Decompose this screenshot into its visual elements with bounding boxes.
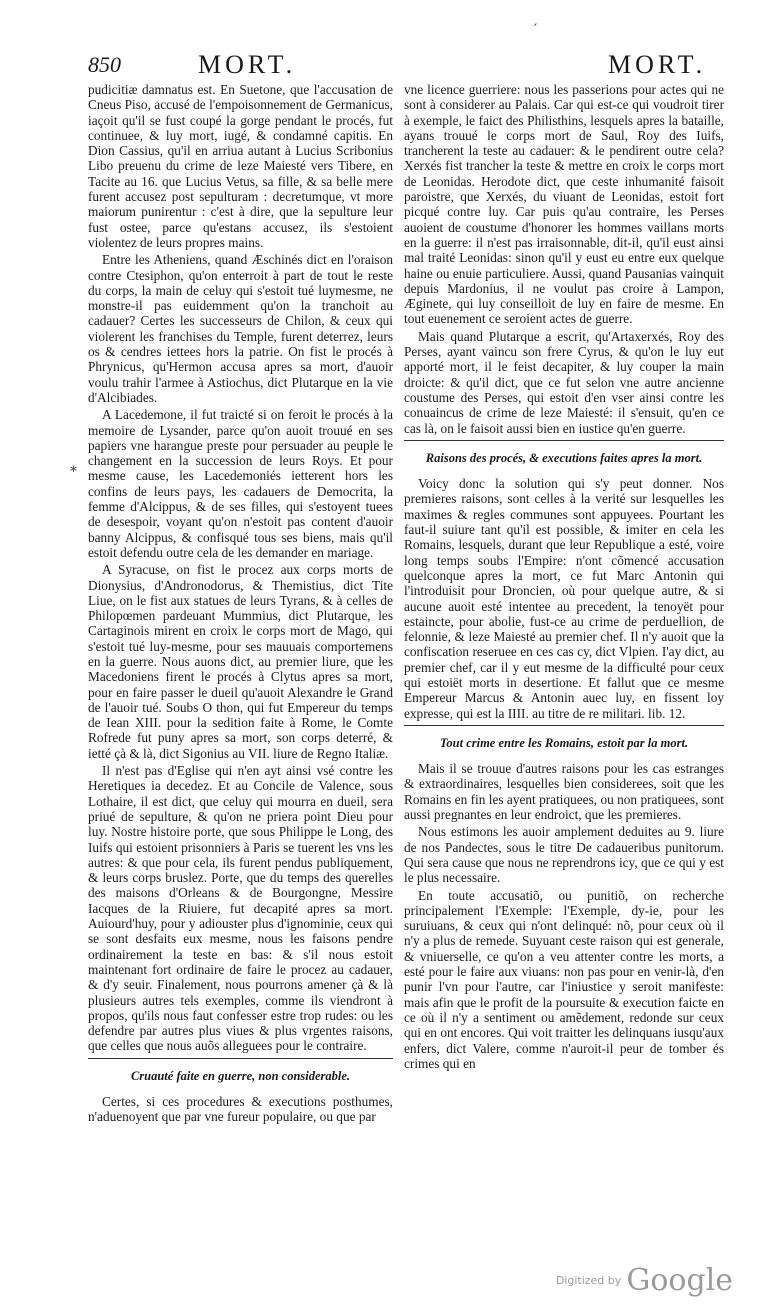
stray-mark: ′ (534, 22, 538, 38)
section-divider (404, 725, 724, 726)
left-column (88, 82, 393, 1127)
right-paragraph-2: Mais quand Plutarque a escrit, qu'Artaxerxés, Roy des Perses, ayant vaincu son frere Cyrus, & qu'on le luy eut apporté mort, il le feist decapiter, & luy couper la main droicte: & qu'il dict, que ce fut selon vne autre ancienne coustume des Perses, qui estoit d'en vser ainsi contre les conuaincus de crime de leze Maiesté: il s'ensuit, qu'en ce cas là, on le faisoit aussi bien en iustice qu'en guerre. (404, 328, 724, 436)
watermark-prefix: Digitized by (555, 1274, 622, 1287)
left-paragraph-2: Entre les Atheniens, quand Æschinés dict en l'oraison contre Ctesiphon, qu'on enterroit à part de tout le reste du corps, la main de celuy qui s'estoit tué luymesme, ne monstre-il pas euidemment qu'on la tranchoit au cadauer? Certes les successeurs de Chilon, & ceux qui violerent les franchises du Temple, furent deterrez, leurs os & cendres iettees hors la patrie. On fist le procés à Phrynicus, qu'Hermon accusa apres sa mort, d'auoir voulu trahir l'armee à Astiochus, dict Plutarque en la vie d'Alcibiades. (88, 252, 393, 405)
page-number: 850 (88, 52, 121, 77)
left-paragraph-3: A Lacedemone, il fut traicté si on feroit le procés à la memoire de Lysander, parce qu'on auoit trouué en ses papiers vne harangue preste pour persuader au peuple le changement en la succession de leurs Roys. Et pour mesme cause, les Lacedemoniés ietterent hors les confins de leurs pays, les cadauers de Democrita, la femme d'Alcippus, & de ses filles, qui s'estoyent tuees de desespoir, voyant qu'on n'estoit pas content d'auoir banny Alcippus, & confisqué tous ses biens, mais qu'il estoit defendu outre cela de les demander en mariage. (88, 407, 393, 560)
right-column (404, 82, 724, 1073)
digitized-watermark (556, 1263, 733, 1298)
header-right-title: MORT. (608, 50, 707, 79)
header-left-title: MORT. (198, 50, 297, 79)
section-divider (88, 1058, 393, 1059)
google-logo: Google (626, 1263, 733, 1298)
section-divider (404, 440, 724, 441)
right-paragraph-3: Voicy donc la solution qui s'y peut donner. Nos premieres raisons, sont celles à la verité sur lesquelles les maximes & regles communes sont appuyees. Pourtant les faut-il suiure tant qu'il est possible, & imiter en cela les Romains, lesquels, durant que leur Republique a esté, voire long temps soubs l'Empire: n'ont cõmencé accusation quelconque apres la mort, ce fut Marc Antonin qui l'introduisit pour Droncien, où pour quelque autre, & si aucune auoit esté intentee au precedent, la tenoyët pour estaincte, pour abolie, fust-ce au crime de perduellion, de felonnie, & leze Maiesté au premier chef. Il n'y auoit que la confiscation reseruee en ces cas cy, dict Vlpien. I'ay dict, au premier chef, car il y eut mesme de la difficulté pour ceux qui estoiët morts in desertione. Et fallut que ce mesme Empereur Marcus & Antonin auec luy, en fissent loy expresse, qui est la IIII. au titre de re militari. lib. 12. (404, 476, 724, 721)
right-subheading-1: Raisons des procés, & executions faites apres la mort. (425, 450, 703, 465)
left-paragraph-6: Certes, si ces procedures & executions posthumes, n'aduenoyent que par vne fureur populaire, ou que par (88, 1094, 393, 1125)
margin-mark-left: * (70, 464, 77, 480)
left-subheading: Cruauté faite en guerre, non considerable. (130, 1068, 351, 1083)
right-paragraph-4: Mais il se trouue d'autres raisons pour les cas estranges & extraordinaires, lesquelles bien considerees, soit que les Romains en fin les ayent pratiquees, ou non pratiquees, sont aussi pregnantes en leur endroict, que les premieres. (404, 761, 724, 823)
left-paragraph-1: pudicitiæ damnatus est. En Suetone, que l'accusation de Cneus Piso, accusé de l'empoisonnement de Germanicus, iaçoit qu'il se fust coupé la gorge pendant le procés, fut continuee, & luy mort, iugé, & condamné capitis. En Dion Cassius, qu'il en arriua autant à Lucius Scribonius Libo preuenu du crime de leze Maiesté vers Tibere, en Tacite au 16. que Lucius Vetus, sa fille, & sa belle mere furent accusez post sepulturam : decretumque, vt more maiorum punirentur : c'est à dire, que la sepulture leur fust ostee, parce qu'estans accusez, ils s'estoient violentez de leurs propres mains. (88, 82, 393, 250)
right-paragraph-6: En toute accusatiõ, ou punitiõ, on recherche principalement l'Exemple: l'Exemple, dy-ie, pour les suruiuans, & ceux qui n'ont delinqué: nõ, pour ceux où il n'y a plus de remede. Suyuant ceste raison qui est generale, & vniuerselle, ce qu'on a veu attenter contre les morts, a esté pour le faire aux viuans: non pas pour en venir-là, d'en punir l'vn pour l'autre, car l'iniustice y seroit manifeste: mais afin que le profit de la poursuite & execution faicte en ce où il n'y a sentiment ou amẽdement, redonde sur ceux qui en ont encores. Qui voit traitter les delinquans iusqu'aux enfers, dict Valere, comme n'auroit-il peur de tomber és crimes qui en (404, 887, 724, 1071)
left-paragraph-4: A Syracuse, on fist le procez aux corps morts de Dionysius, d'Andronodorus, & Themistius, dict Tite Liue, on le fist aux statues de leurs Tyrans, & à celles de Philopœmen pardeuant Mummius, dict Plutarque, les Cartaginois mirent en croix le corps mort de Mago, qui s'estoit tué luy-mesme, pour ses mauuais comportemens en la guerre. Nous auons dict, au premier liure, que les Macedoniens firent le procés à Clytus apres sa mort, pour en faire passer le dueil qu'auoit Alexandre le Grand de l'auoir tué. Soubs O thon, qui fut Empereur du temps de Iean XIII. pour la sedition faite à Rome, le Comte Rofrede fut puny apres sa mort, son corps deterré, & ietté çà & là, dict Sigonius au VII. liure de Regno Italiæ. (88, 562, 393, 761)
left-paragraph-5: Il n'est pas d'Eglise qui n'en ayt ainsi vsé contre les Heretiques ia decedez. Et au Concile de Valence, sous Lothaire, il est dict, que celuy qui mourra en dueil, sera priué de sepulture, & qu'on ne priera point Dieu pour luy. Nostre histoire porte, que sous Philippe le Long, des Iuifs qui estoient prisonniers à Paris se tuerent les vns les autres: & que pour cela, ils furent pendus publiquement, & leurs corps bruslez. Porte, que du temps des querelles des maisons d'Orleans & de Bourgongne, Messire Iacques de la Riuiere, fut decapité apres sa mort. Auiourd'huy, pour y adiouster plus d'ignominie, ceux qui se sont desfaits eux mesme, nous les faisons pendre ordinairement la teste en bas: & s'il nous estoit maintenant fort ordinaire de faire le procez au cadauer, & d'y seuir. Finalement, nous pourrons amener çà & là plusieurs autres tels exemples, comme ils viendront à propos, qu'ils nous faut confesser estre trop rudes: ou les defendre par autres plus viues & plus vrgentes raisons, que celles que nous auõs alleguees pour le contraire. (88, 763, 393, 1054)
right-paragraph-1: vne licence guerriere: nous les passerions pour actes qui ne sont à considerer au Palais. Car qui est-ce qui voudroit tirer à exemple, le faict des Philisthins, lesquels apres la bataille, ayans trouué le corps mort de Saul, Roy des Iuifs, trancherent la teste au cadauer: & le pendirent outre cela? Xerxés fist trancher la teste & mettre en croix le corps mort de Leonidas. Herodote dict, que ceste inhumanité faisoit paroistre, que Xerxés, du viuant de Leonidas, estoit fort picqué contre luy. Car puis qu'au contraire, les Perses auoient de coustume d'honorer les hommes vaillans morts en la guerre: il n'est pas irraisonnable, dit-il, qu'il eust ainsi mal traité Leonidas: sinon qu'il y eust eu entre eux quelque haine ou enuie particuliere. Aussi, quand Pausanias vainquit depuis Mardonius, il ne voulut pas croire à Lampon, Æginete, qui luy conseilloit de luy en faire de mesme. En tout euenement ce seroient actes de guerre. (404, 82, 724, 327)
right-subheading-2: Tout crime entre les Romains, estoit par la mort. (439, 735, 689, 750)
right-paragraph-5: Nous estimons les auoir amplement deduites au 9. liure de nos Pandectes, sous le titre De cadaueribus punitorum. Qui sera cause que nous ne reprendrons icy, que ce qui y est le plus necessaire. (404, 824, 724, 886)
running-header (88, 48, 737, 82)
